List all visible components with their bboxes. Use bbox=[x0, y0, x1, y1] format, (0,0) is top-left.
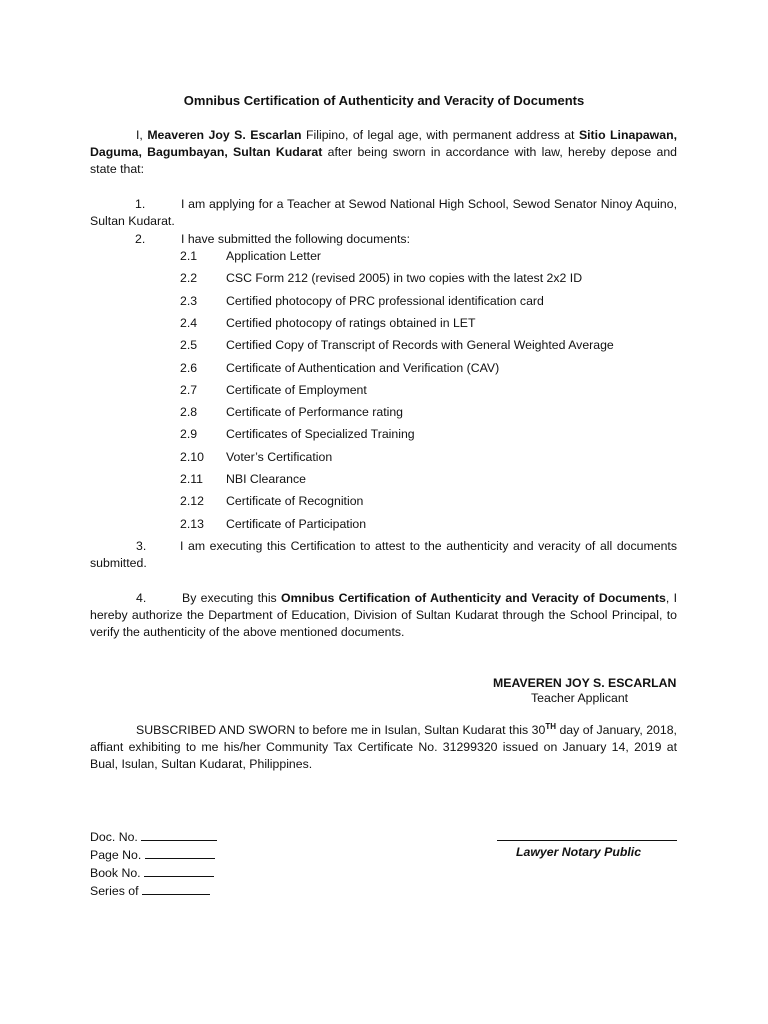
document-item bbox=[180, 493, 363, 510]
book-no-label: Book No. bbox=[90, 866, 141, 880]
jurat-paragraph bbox=[90, 722, 677, 773]
document-item bbox=[180, 270, 582, 287]
notary-signature-line[interactable] bbox=[497, 830, 677, 841]
document-item-label: Certificate of Recognition bbox=[226, 494, 364, 509]
document-item-label: Application Letter bbox=[226, 249, 322, 263]
item-1-number: 1. bbox=[135, 197, 146, 211]
document-item-number: 2.4 bbox=[180, 315, 198, 330]
document-item-number: 2.5 bbox=[180, 338, 198, 353]
doc-no-row bbox=[90, 828, 217, 846]
item-1-text: I am applying for a Teacher at Sewod National High School, Sewod Senator Ninoy Aquino, Sultan Kudarat. bbox=[90, 197, 677, 228]
document-item-label: Certificate of Performance rating bbox=[226, 405, 404, 420]
affiant-address: Sitio Linapawan, Daguma, Bagumbayan, Sultan Kudarat bbox=[90, 128, 678, 159]
document-item-number: 2.9 bbox=[180, 427, 198, 442]
document-item bbox=[180, 471, 306, 488]
document-item-label: Certificate of Participation bbox=[226, 516, 367, 531]
item-1 bbox=[90, 196, 677, 230]
document-item bbox=[180, 449, 332, 466]
item-4-suffix: , I hereby authorize the Department of Education, Division of Sultan Kudarat through the School Principal, to verify the authenticity of the above mentioned documents. bbox=[90, 591, 677, 639]
document-item bbox=[180, 516, 366, 533]
document-item bbox=[180, 248, 321, 265]
document-title: Omnibus Certification of Authenticity and Veracity of Documents bbox=[183, 93, 585, 108]
book-no-blank[interactable] bbox=[144, 864, 214, 877]
document-item-number: 2.11 bbox=[180, 472, 204, 486]
document-item bbox=[180, 337, 614, 354]
item-4-number: 4. bbox=[136, 591, 147, 605]
document-item-number: 2.1 bbox=[180, 249, 198, 263]
document-item-number: 2.8 bbox=[180, 405, 198, 420]
jurat-part1: SUBSCRIBED AND SWORN to before me in Isulan, Sultan Kudarat this 30 bbox=[136, 723, 546, 737]
signature-role: Teacher Applicant bbox=[531, 691, 629, 705]
doc-no-blank[interactable] bbox=[141, 828, 217, 841]
document-item bbox=[180, 404, 403, 421]
notary-register bbox=[90, 828, 217, 900]
document-item-label: NBI Clearance bbox=[226, 472, 306, 486]
document-item bbox=[180, 315, 476, 332]
jurat-superscript: TH bbox=[545, 721, 556, 731]
series-of-row bbox=[90, 882, 217, 900]
document-item-number: 2.13 bbox=[180, 516, 204, 531]
intro-prefix: I, bbox=[136, 128, 148, 142]
document-item-number: 2.10 bbox=[180, 449, 204, 464]
item-4-prefix: By executing this bbox=[182, 591, 281, 605]
item-4 bbox=[90, 590, 677, 641]
document-item bbox=[180, 382, 367, 399]
document-item-number: 2.3 bbox=[180, 293, 198, 308]
item-2-text: I have submitted the following documents: bbox=[181, 232, 410, 246]
doc-no-label: Doc. No. bbox=[90, 830, 138, 844]
series-of-label: Series of bbox=[90, 884, 139, 898]
document-item-label: Certificate of Authentication and Verification (CAV) bbox=[226, 360, 500, 375]
item-4-bold-title: Omnibus Certification of Authenticity and Veracity of Documents bbox=[281, 591, 666, 605]
intro-paragraph bbox=[90, 127, 677, 178]
intro-mid: Filipino, of legal age, with permanent address at bbox=[301, 128, 579, 142]
series-of-blank[interactable] bbox=[142, 882, 210, 895]
intro-suffix: after being sworn in accordance with law, hereby depose and state that: bbox=[90, 145, 677, 176]
item-3-number: 3. bbox=[136, 539, 147, 553]
jurat-part2: day of January, 2018, affiant exhibiting to me his/her Community Tax Certificate No. 31299320 issued on January 14, 2019 at Bual, Isulan, Sultan Kudarat, Philippines. bbox=[90, 723, 677, 771]
document-item-label: Voter’s Certification bbox=[226, 449, 333, 464]
document-item-label: Certificates of Specialized Training bbox=[226, 427, 415, 442]
signature-name: MEAVEREN JOY S. ESCARLAN bbox=[493, 676, 677, 690]
document-item bbox=[180, 360, 499, 377]
page-no-row bbox=[90, 846, 217, 864]
document-item-label: Certified Copy of Transcript of Records with General Weighted Average bbox=[226, 338, 614, 353]
document-item-label: Certified photocopy of PRC professional identification card bbox=[226, 293, 544, 308]
document-item bbox=[180, 293, 544, 310]
item-2-number: 2. bbox=[135, 232, 146, 246]
document-item-label: Certified photocopy of ratings obtained in LET bbox=[226, 315, 476, 330]
document-item bbox=[180, 426, 415, 443]
document-item-label: Certificate of Employment bbox=[226, 382, 367, 397]
document-item-number: 2.2 bbox=[180, 271, 198, 286]
page-no-blank[interactable] bbox=[145, 846, 215, 859]
notary-label: Lawyer Notary Public bbox=[516, 845, 642, 859]
document-item-number: 2.7 bbox=[180, 382, 198, 397]
document-item-number: 2.12 bbox=[180, 494, 204, 509]
book-no-row bbox=[90, 864, 217, 882]
page-no-label: Page No. bbox=[90, 848, 142, 862]
item-3 bbox=[90, 538, 677, 572]
item-3-text: I am executing this Certification to attest to the authenticity and veracity of all documents submitted. bbox=[90, 539, 677, 570]
affiant-name: Meaveren Joy S. Escarlan bbox=[147, 128, 302, 142]
document-item-number: 2.6 bbox=[180, 360, 198, 375]
document-item-label: CSC Form 212 (revised 2005) in two copies with the latest 2x2 ID bbox=[226, 271, 583, 286]
